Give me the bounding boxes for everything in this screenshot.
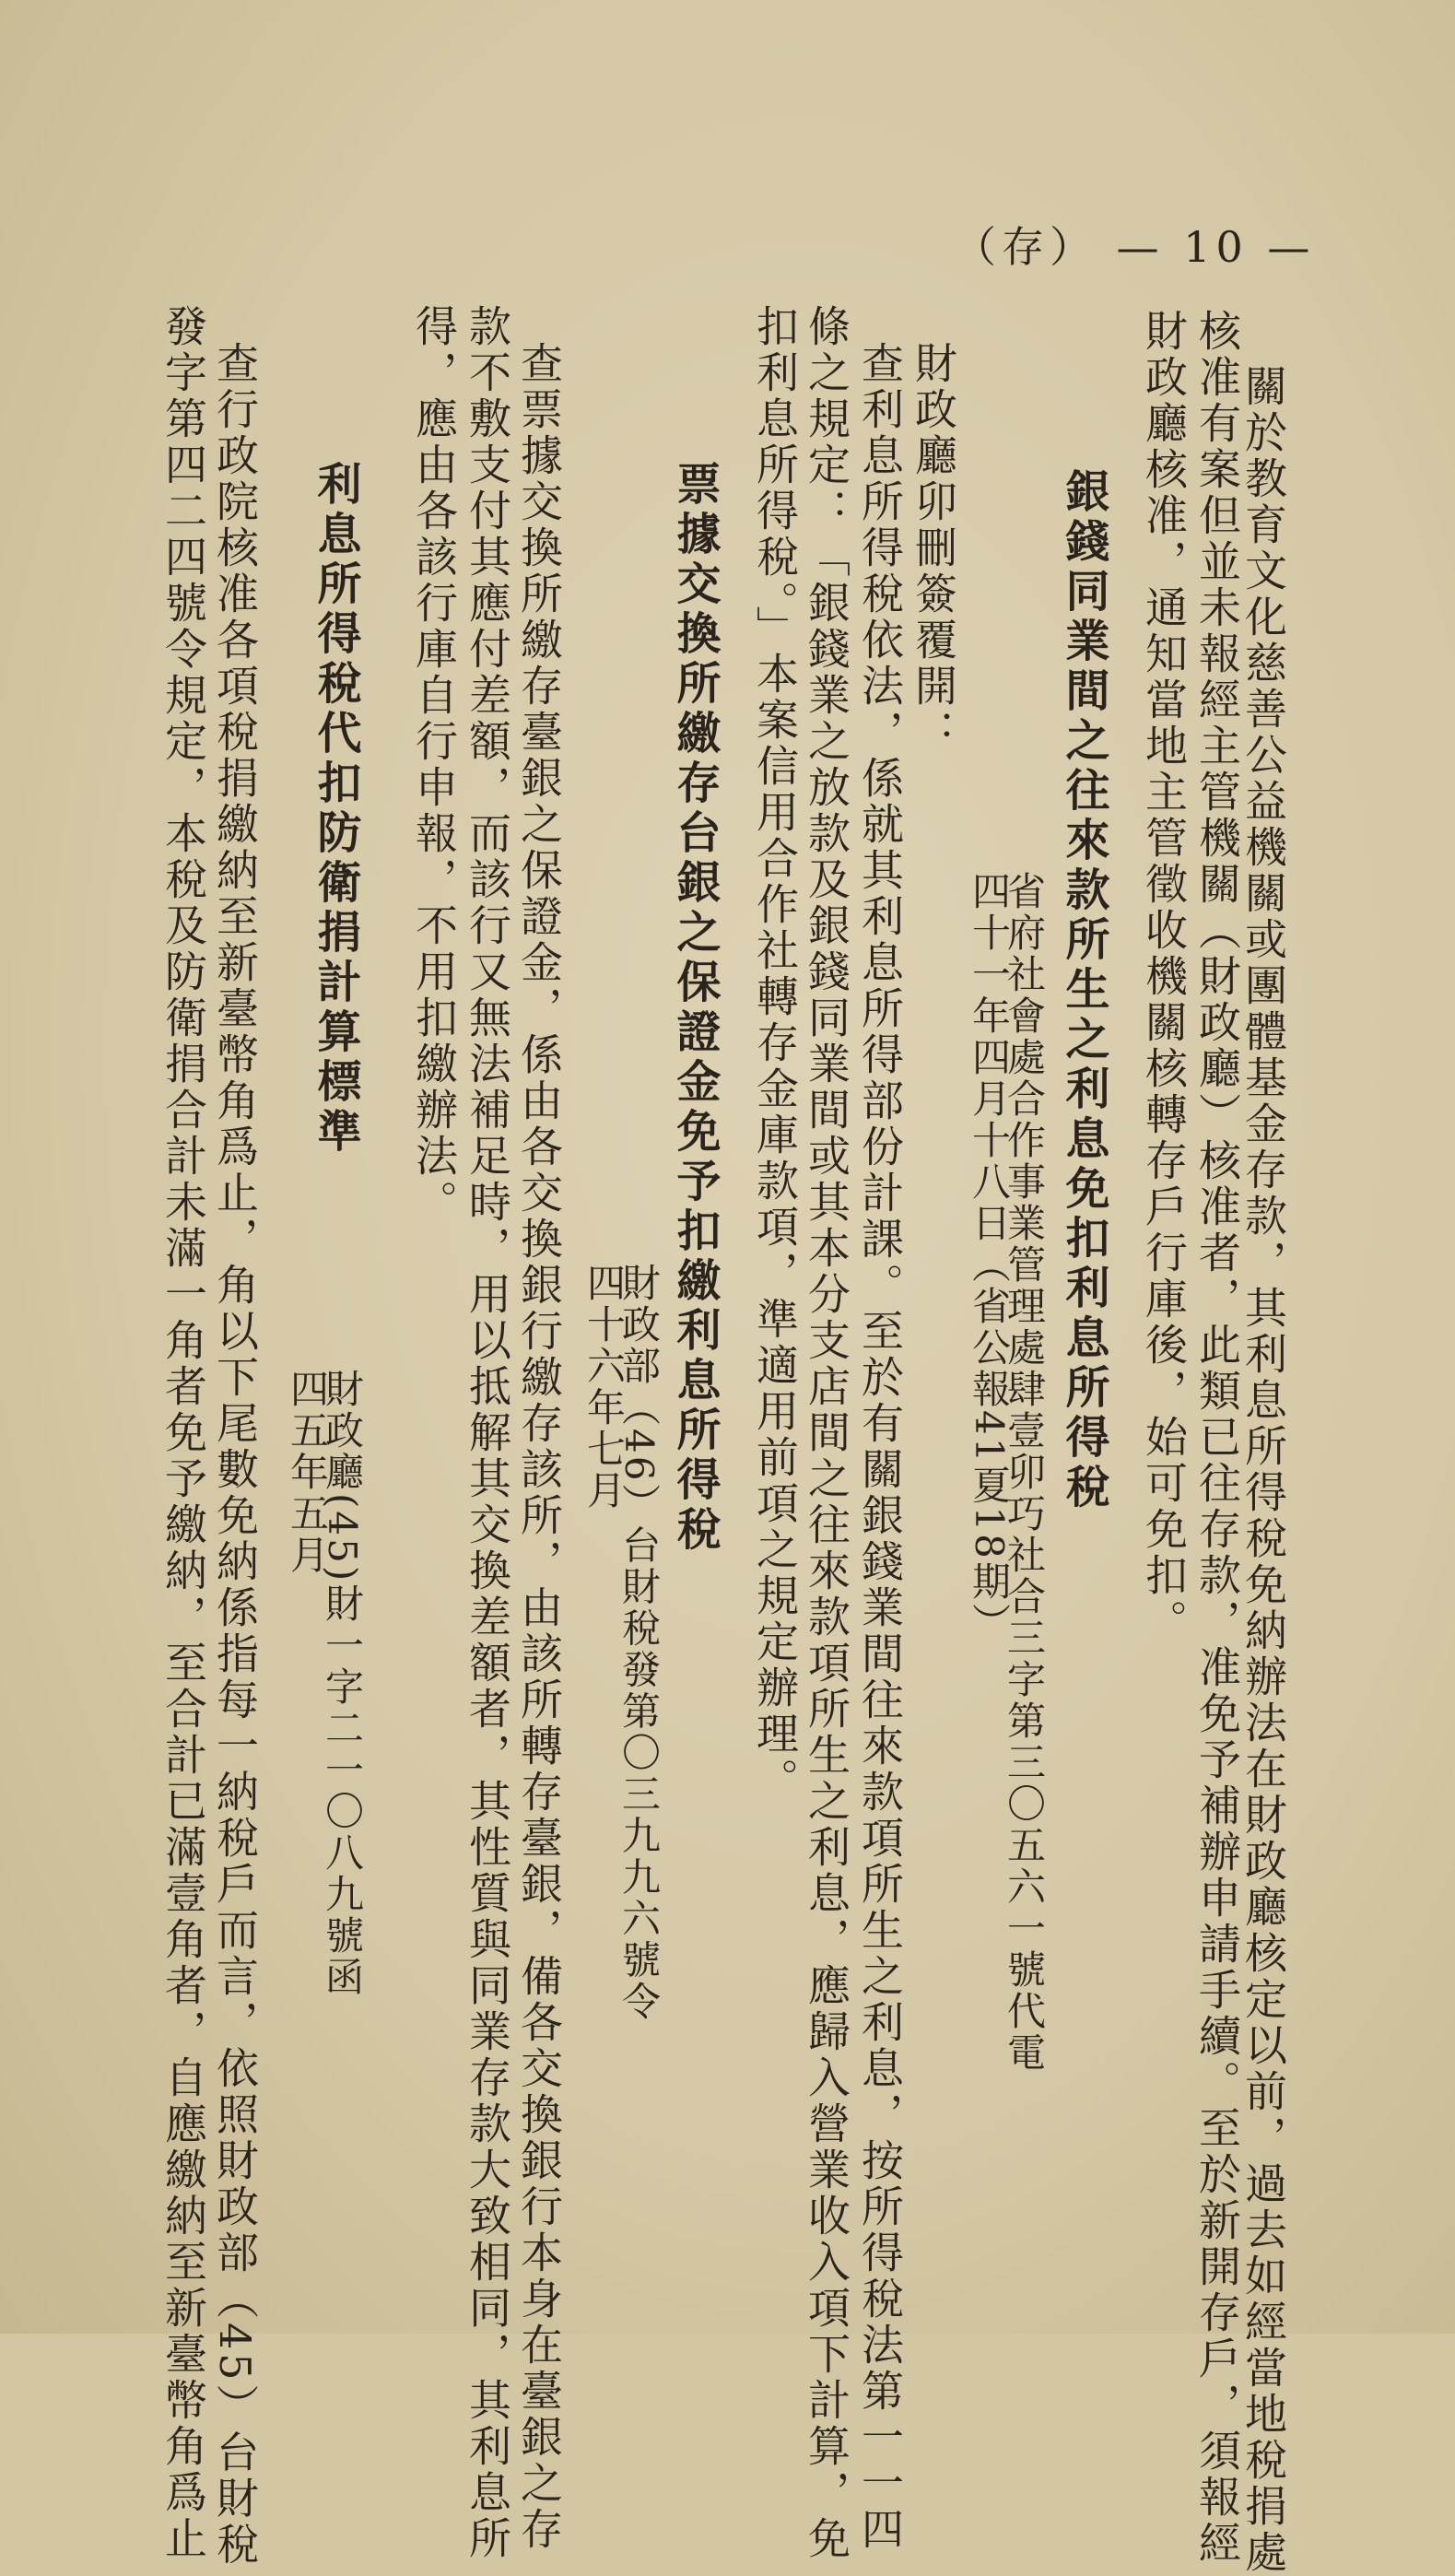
- source-citation: 財政廳(45)財一字二一〇八九號函: [320, 1369, 365, 1999]
- text-column: 財政廳核准，通知當地主管徵收機關核轉存戶行庫後，始可免扣。: [1139, 309, 1189, 1645]
- section-title: 票據交換所繳存台銀之保證金免予扣繳利息所得稅: [669, 461, 721, 1556]
- header-page-number: — 10 —: [1116, 222, 1316, 272]
- source-citation: 四十一年四月十八日（省公報41夏18期）: [967, 871, 1012, 1644]
- text-column: 得，應由各該行庫自行申報，不用扣繳辦法。: [409, 304, 459, 1226]
- source-citation: 四五年五月: [285, 1369, 330, 1576]
- source-citation: 四十六年七月: [581, 1263, 627, 1511]
- text-column: 查行政院核准各項稅捐繳納至新臺幣角爲止，角以下尾數免納係指每一納稅戶而言，依照財政部（45）台財稅: [210, 341, 260, 2569]
- text-column: 查利息所得稅依法，係就其利息所得部份計課。至於有關銀錢業間往來款項所生之利息，按所得稅法第一一四: [855, 341, 905, 2553]
- text-column: 財政廳卯刪簽覆開：: [909, 341, 958, 756]
- section-title: 銀錢同業間之往來款所生之利息免扣利息所得稅: [1058, 468, 1109, 1513]
- source-citation: 財政部（46）台財稅發第〇三九九六號令: [616, 1263, 662, 2023]
- text-column: 查票據交換所繳存臺銀之保證金，係由各交換銀行繳存該所，由該所轉存臺銀，備各交換銀行本身在臺銀之存: [514, 341, 564, 2553]
- text-column: 關於教育文化慈善公益機關或團體基金存款，其利息所得稅免納辦法在財政廳核定以前，過去如經當地稅捐處: [1238, 364, 1288, 2576]
- source-citation: 省府社會處合作事業管理處肆壹卯巧社合三字第三〇五六一號代電: [1002, 871, 1047, 2074]
- section-title: 利息所得稅代扣防衛捐計算標準: [310, 461, 361, 1158]
- header-label: （存）: [954, 222, 1097, 272]
- text-column: 條之規定：「銀錢業之放款及銀錢同業間或其本分支店間之往來款項所生之利息，應歸入營業收入項下計算，免: [802, 304, 851, 2562]
- page-header: [954, 214, 1315, 275]
- text-column: 核准有案但並未報經主管機關（財政廳）核准者，此類已往存款，准免予補辦申請手續。至於新開存戶，須報經: [1192, 309, 1242, 2567]
- text-column: 款不敷支付其應付差額，而該行又無法補足時，用以抵解其交換差額者，其性質與同業存款大致相同，其利息所: [463, 304, 512, 2562]
- text-column: 扣利息所得稅。」本案信用合作社轉存金庫款項，準適用前項之規定辦理。: [750, 304, 800, 1804]
- text-column: 發字第四二四號令規定，本稅及防衛捐合計未滿一角者免予繳納，至合計已滿壹角者，自應繳納至新臺幣角爲止: [158, 304, 208, 2562]
